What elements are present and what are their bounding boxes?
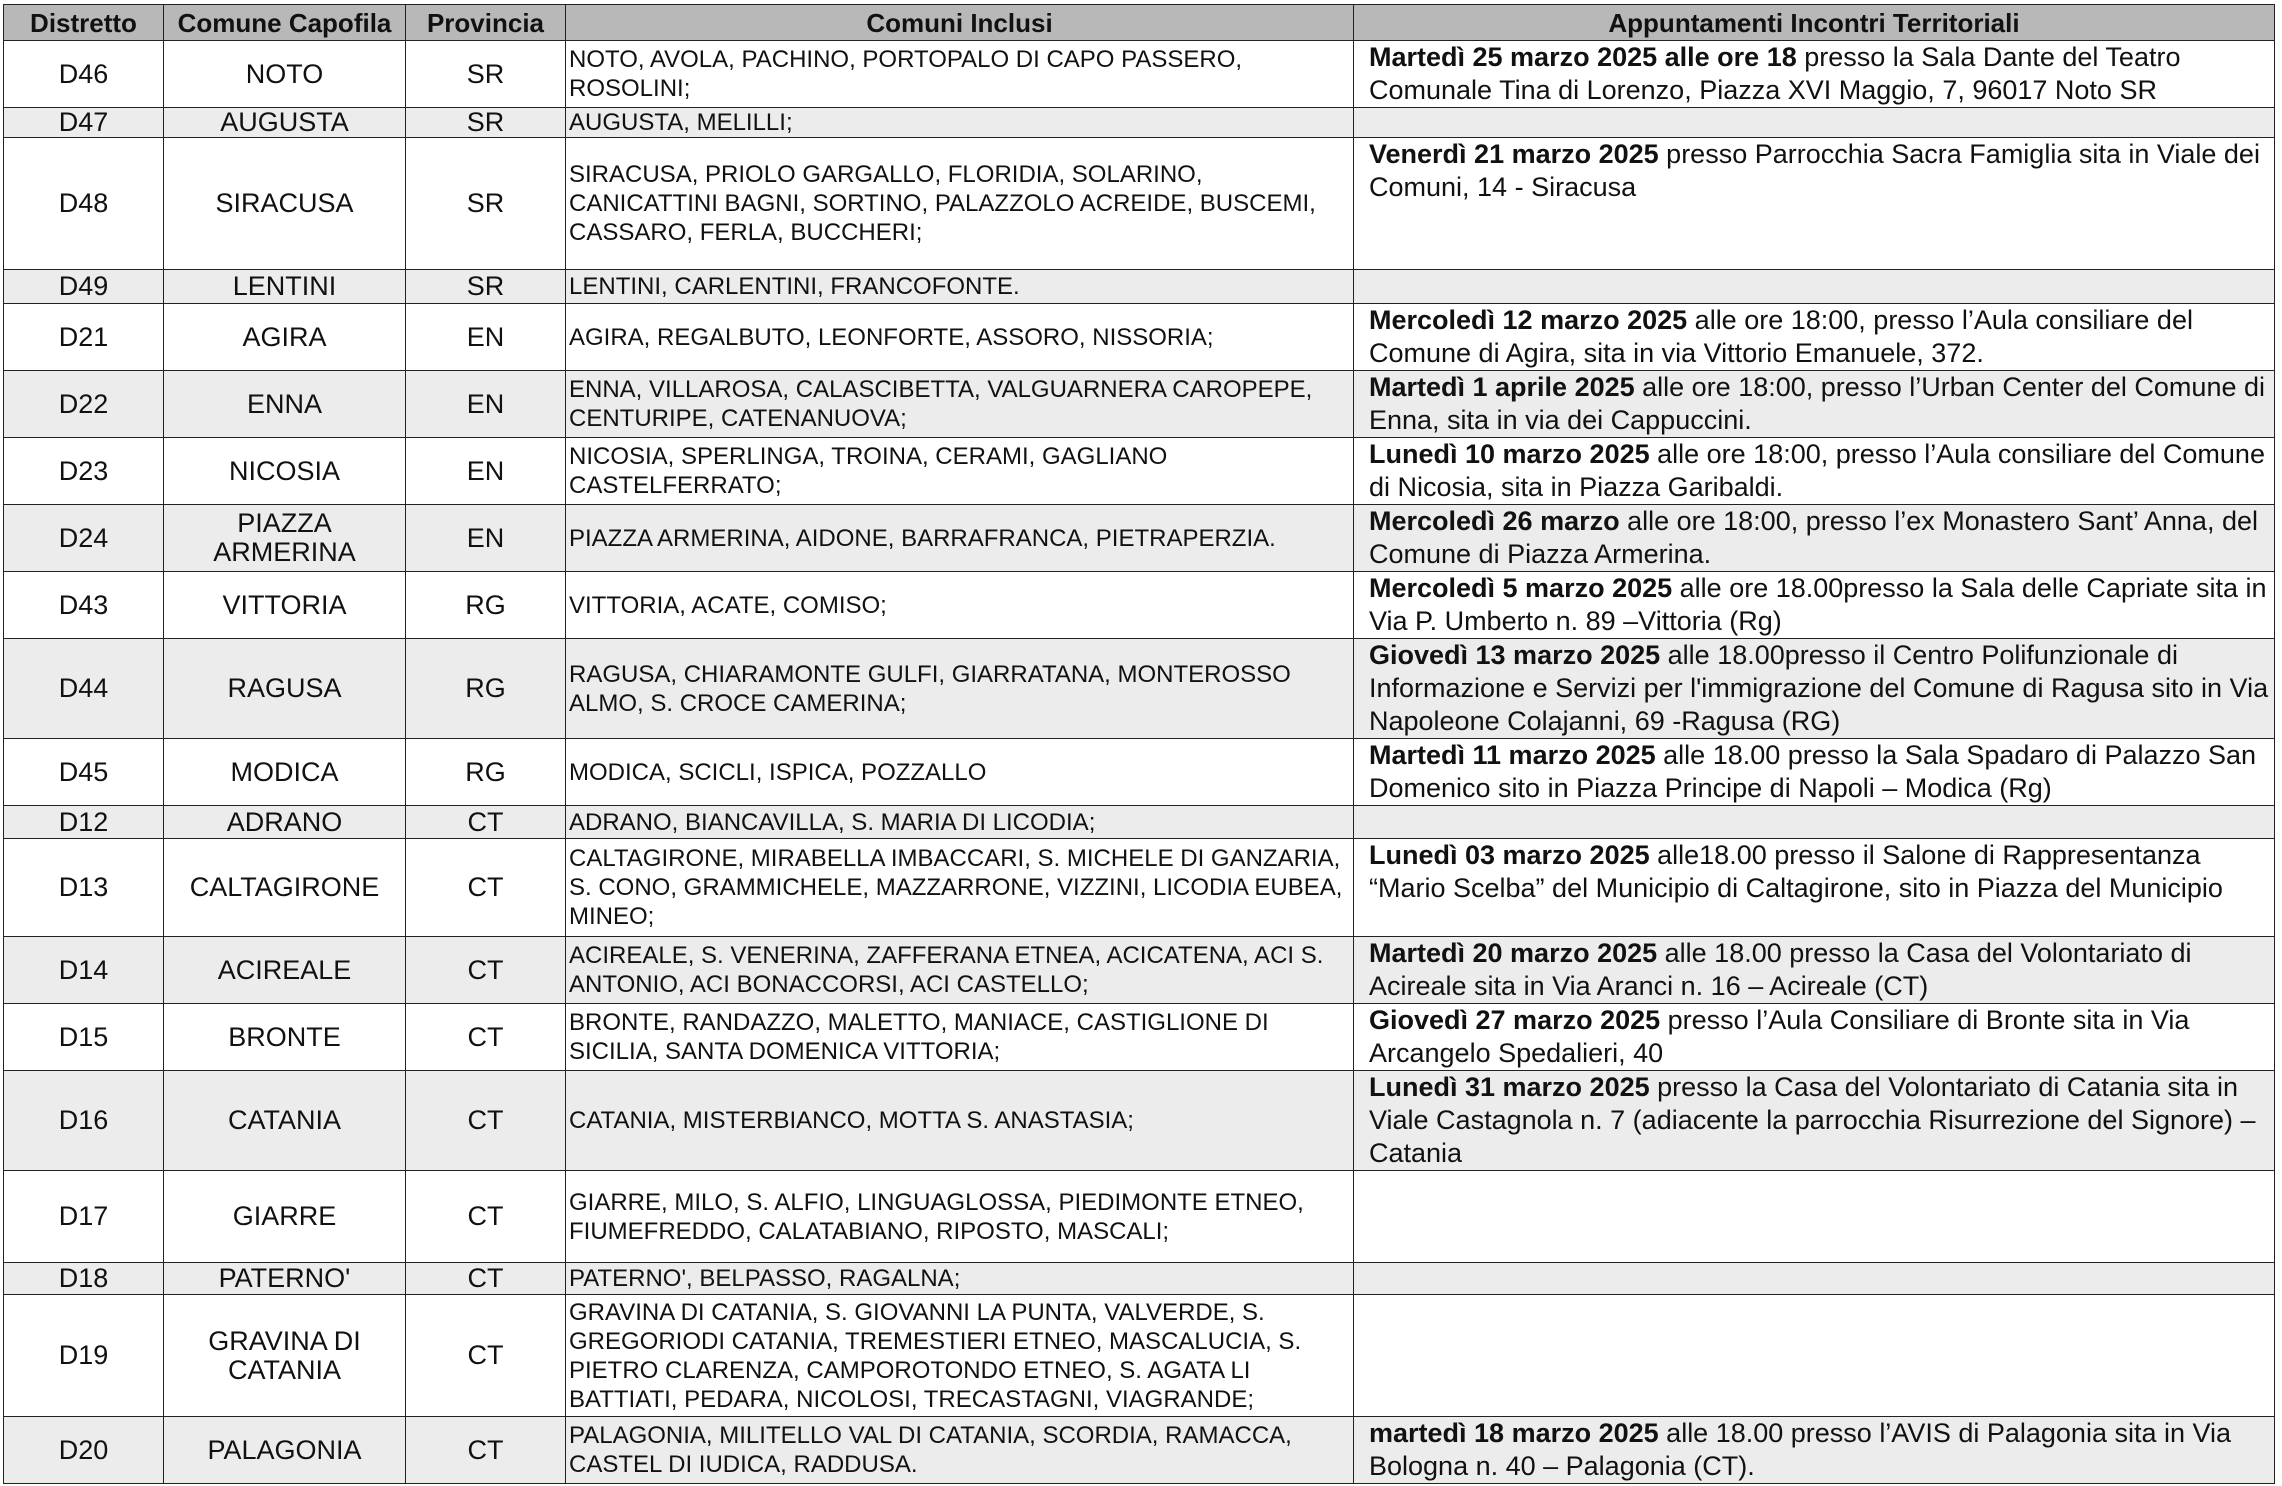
cell-comuni-inclusi: LENTINI, CARLENTINI, FRANCOFONTE. xyxy=(566,270,1354,304)
appointment-date: Lunedì 03 marzo 2025 xyxy=(1369,840,1650,870)
cell-comuni-inclusi: PALAGONIA, MILITELLO VAL DI CATANIA, SCORDIA, RAMACCA, CASTEL DI IUDICA, RADDUSA. xyxy=(566,1417,1354,1484)
cell-comune-capofila: RAGUSA xyxy=(164,639,406,739)
cell-comune-capofila: ACIREALE xyxy=(164,937,406,1004)
cell-comuni-inclusi: CATANIA, MISTERBIANCO, MOTTA S. ANASTASIA; xyxy=(566,1071,1354,1171)
cell-distretto: D14 xyxy=(4,937,164,1004)
cell-distretto: D16 xyxy=(4,1071,164,1171)
appointment-details: presso Parrocchia Sacra Famiglia sita in Viale dei Comuni, 14 - Siracusa xyxy=(1369,139,2260,202)
appointment-date: Mercoledì 5 marzo 2025 xyxy=(1369,573,1673,603)
cell-appuntamento xyxy=(1354,1071,2275,1171)
cell-appuntamento xyxy=(1354,138,2275,270)
cell-provincia: SR xyxy=(406,108,566,138)
cell-provincia: CT xyxy=(406,1263,566,1295)
appointment-date: Lunedì 31 marzo 2025 xyxy=(1369,1072,1650,1102)
cell-distretto: D15 xyxy=(4,1004,164,1071)
table-row xyxy=(4,572,2275,639)
cell-comuni-inclusi: NICOSIA, SPERLINGA, TROINA, CERAMI, GAGLIANO CASTELFERRATO; xyxy=(566,438,1354,505)
cell-provincia: RG xyxy=(406,572,566,639)
appointment-date: Martedì 11 marzo 2025 xyxy=(1369,740,1656,770)
cell-provincia: CT xyxy=(406,806,566,839)
cell-provincia: EN xyxy=(406,505,566,572)
cell-comune-capofila: ENNA xyxy=(164,371,406,438)
header-appuntamenti: Appuntamenti Incontri Territoriali xyxy=(1354,5,2275,41)
table-row xyxy=(4,739,2275,806)
cell-appuntamento xyxy=(1354,371,2275,438)
table-row xyxy=(4,371,2275,438)
cell-comune-capofila: CALTAGIRONE xyxy=(164,839,406,937)
cell-comune-capofila: ADRANO xyxy=(164,806,406,839)
cell-appuntamento xyxy=(1354,108,2275,138)
header-comune-capofila: Comune Capofila xyxy=(164,5,406,41)
appointment-details: alle 18.00presso il Centro Polifunzionale di Informazione e Servizi per l'immigrazione del Comune di Ragusa sito in Via Napoleone Colajanni, 69 -Ragusa (RG) xyxy=(1369,640,2269,736)
cell-distretto: D13 xyxy=(4,839,164,937)
table-row xyxy=(4,1004,2275,1071)
table-row xyxy=(4,1263,2275,1295)
cell-distretto: D43 xyxy=(4,572,164,639)
cell-appuntamento xyxy=(1354,937,2275,1004)
header-comuni-inclusi: Comuni Inclusi xyxy=(566,5,1354,41)
cell-distretto: D21 xyxy=(4,304,164,371)
cell-comuni-inclusi: BRONTE, RANDAZZO, MALETTO, MANIACE, CASTIGLIONE DI SICILIA, SANTA DOMENICA VITTORIA; xyxy=(566,1004,1354,1071)
cell-comune-capofila: MODICA xyxy=(164,739,406,806)
appointment-date: Martedì 25 marzo 2025 alle ore 18 xyxy=(1369,42,1797,72)
cell-appuntamento xyxy=(1354,270,2275,304)
cell-comune-capofila: AUGUSTA xyxy=(164,108,406,138)
cell-appuntamento xyxy=(1354,505,2275,572)
cell-appuntamento xyxy=(1354,739,2275,806)
cell-provincia: SR xyxy=(406,41,566,108)
cell-appuntamento xyxy=(1354,806,2275,839)
table-row xyxy=(4,1417,2275,1484)
cell-appuntamento xyxy=(1354,1417,2275,1484)
cell-distretto: D47 xyxy=(4,108,164,138)
cell-comune-capofila: NOTO xyxy=(164,41,406,108)
cell-comune-capofila: PATERNO' xyxy=(164,1263,406,1295)
appointment-details: alle ore 18.00presso la Sala delle Capriate sita in Via P. Umberto n. 89 –Vittoria (Rg) xyxy=(1369,573,2267,636)
appointment-date: Lunedì 10 marzo 2025 xyxy=(1369,439,1650,469)
cell-comune-capofila: LENTINI xyxy=(164,270,406,304)
cell-provincia: RG xyxy=(406,739,566,806)
cell-comuni-inclusi: NOTO, AVOLA, PACHINO, PORTOPALO DI CAPO PASSERO, ROSOLINI; xyxy=(566,41,1354,108)
cell-distretto: D19 xyxy=(4,1295,164,1417)
cell-distretto: D12 xyxy=(4,806,164,839)
table-row xyxy=(4,108,2275,138)
table-row xyxy=(4,41,2275,108)
cell-appuntamento xyxy=(1354,839,2275,937)
header-provincia: Provincia xyxy=(406,5,566,41)
table-row xyxy=(4,304,2275,371)
cell-distretto: D49 xyxy=(4,270,164,304)
appointment-details: alle18.00 presso il Salone di Rappresentanza “Mario Scelba” del Municipio di Caltagirone, sito in Piazza del Municipio xyxy=(1369,840,2223,903)
table-row xyxy=(4,1071,2275,1171)
cell-comune-capofila: PALAGONIA xyxy=(164,1417,406,1484)
cell-appuntamento xyxy=(1354,1171,2275,1263)
cell-distretto: D22 xyxy=(4,371,164,438)
appointment-details: alle ore 18:00, presso l’Urban Center del Comune di Enna, sita in via dei Cappuccini. xyxy=(1369,372,2265,435)
table-header-row xyxy=(4,5,2275,41)
cell-distretto: D46 xyxy=(4,41,164,108)
cell-comuni-inclusi: AUGUSTA, MELILLI; xyxy=(566,108,1354,138)
table-row xyxy=(4,937,2275,1004)
cell-provincia: EN xyxy=(406,438,566,505)
cell-appuntamento xyxy=(1354,41,2275,108)
table-row xyxy=(4,1295,2275,1417)
cell-comune-capofila: PIAZZA ARMERINA xyxy=(164,505,406,572)
cell-comuni-inclusi: SIRACUSA, PRIOLO GARGALLO, FLORIDIA, SOLARINO, CANICATTINI BAGNI, SORTINO, PALAZZOLO ACREIDE, BUSCEMI, CASSARO, FERLA, BUCCHERI; xyxy=(566,138,1354,270)
cell-distretto: D20 xyxy=(4,1417,164,1484)
appointment-details: alle 18.00 presso la Sala Spadaro di Palazzo San Domenico sito in Piazza Principe di Napoli – Modica (Rg) xyxy=(1369,740,2257,803)
cell-provincia: EN xyxy=(406,304,566,371)
cell-comune-capofila: NICOSIA xyxy=(164,438,406,505)
appointment-date: Giovedì 27 marzo 2025 xyxy=(1369,1005,1661,1035)
cell-provincia: SR xyxy=(406,270,566,304)
cell-comuni-inclusi: ACIREALE, S. VENERINA, ZAFFERANA ETNEA, ACICATENA, ACI S. ANTONIO, ACI BONACCORSI, ACI CASTELLO; xyxy=(566,937,1354,1004)
cell-distretto: D24 xyxy=(4,505,164,572)
cell-comuni-inclusi: MODICA, SCICLI, ISPICA, POZZALLO xyxy=(566,739,1354,806)
appointment-details: alle ore 18:00, presso l’Aula consiliare del Comune di Nicosia, sita in Piazza Garibaldi. xyxy=(1369,439,2265,502)
table-row xyxy=(4,505,2275,572)
table-row xyxy=(4,806,2275,839)
cell-comuni-inclusi: VITTORIA, ACATE, COMISO; xyxy=(566,572,1354,639)
appointment-date: Mercoledì 12 marzo 2025 xyxy=(1369,305,1688,335)
cell-provincia: CT xyxy=(406,1071,566,1171)
cell-distretto: D17 xyxy=(4,1171,164,1263)
appointment-date: Giovedì 13 marzo 2025 xyxy=(1369,640,1661,670)
cell-distretto: D44 xyxy=(4,639,164,739)
cell-provincia: EN xyxy=(406,371,566,438)
cell-comuni-inclusi: AGIRA, REGALBUTO, LEONFORTE, ASSORO, NISSORIA; xyxy=(566,304,1354,371)
cell-provincia: RG xyxy=(406,639,566,739)
cell-comuni-inclusi: CALTAGIRONE, MIRABELLA IMBACCARI, S. MICHELE DI GANZARIA, S. CONO, GRAMMICHELE, MAZZARRONE, VIZZINI, LICODIA EUBEA, MINEO; xyxy=(566,839,1354,937)
cell-appuntamento xyxy=(1354,639,2275,739)
district-table xyxy=(3,4,2275,1484)
cell-appuntamento xyxy=(1354,1263,2275,1295)
cell-provincia: CT xyxy=(406,1171,566,1263)
cell-comune-capofila: SIRACUSA xyxy=(164,138,406,270)
cell-comuni-inclusi: PATERNO', BELPASSO, RAGALNA; xyxy=(566,1263,1354,1295)
cell-comune-capofila: CATANIA xyxy=(164,1071,406,1171)
appointment-details: alle ore 18:00, presso l’ex Monastero Sant’ Anna, del Comune di Piazza Armerina. xyxy=(1369,506,2258,569)
appointment-details: alle 18.00 presso la Casa del Volontariato di Acireale sita in Via Aranci n. 16 – Acireale (CT) xyxy=(1369,938,2192,1001)
appointment-details: presso la Casa del Volontariato di Catania sita in Viale Castagnola n. 7 (adiacente la parrocchia Risurrezione del Signore) – Catania xyxy=(1369,1072,2256,1168)
cell-provincia: CT xyxy=(406,839,566,937)
cell-provincia: CT xyxy=(406,1004,566,1071)
cell-comuni-inclusi: PIAZZA ARMERINA, AIDONE, BARRAFRANCA, PIETRAPERZIA. xyxy=(566,505,1354,572)
cell-provincia: CT xyxy=(406,1295,566,1417)
cell-appuntamento xyxy=(1354,1295,2275,1417)
header-distretto: Distretto xyxy=(4,5,164,41)
cell-provincia: CT xyxy=(406,1417,566,1484)
table-row xyxy=(4,270,2275,304)
appointment-details: alle ore 18:00, presso l’Aula consiliare del Comune di Agira, sita in via Vittorio Emanuele, 372. xyxy=(1369,305,2193,368)
table-row xyxy=(4,1171,2275,1263)
cell-appuntamento xyxy=(1354,572,2275,639)
appointment-date: martedì 18 marzo 2025 xyxy=(1369,1418,1659,1448)
cell-comuni-inclusi: RAGUSA, CHIARAMONTE GULFI, GIARRATANA, MONTEROSSO ALMO, S. CROCE CAMERINA; xyxy=(566,639,1354,739)
cell-comune-capofila: GRAVINA DI CATANIA xyxy=(164,1295,406,1417)
table-row xyxy=(4,839,2275,937)
cell-comuni-inclusi: ENNA, VILLAROSA, CALASCIBETTA, VALGUARNERA CAROPEPE, CENTURIPE, CATENANUOVA; xyxy=(566,371,1354,438)
cell-comuni-inclusi: GIARRE, MILO, S. ALFIO, LINGUAGLOSSA, PIEDIMONTE ETNEO, FIUMEFREDDO, CALATABIANO, RIPOSTO, MASCALI; xyxy=(566,1171,1354,1263)
table-body xyxy=(4,41,2275,1484)
cell-appuntamento xyxy=(1354,304,2275,371)
cell-distretto: D23 xyxy=(4,438,164,505)
table-row xyxy=(4,639,2275,739)
cell-distretto: D18 xyxy=(4,1263,164,1295)
appointment-details: alle 18.00 presso l’AVIS di Palagonia sita in Via Bologna n. 40 – Palagonia (CT). xyxy=(1369,1418,2232,1481)
table-row xyxy=(4,438,2275,505)
cell-appuntamento xyxy=(1354,1004,2275,1071)
cell-appuntamento xyxy=(1354,438,2275,505)
cell-comune-capofila: GIARRE xyxy=(164,1171,406,1263)
cell-distretto: D48 xyxy=(4,138,164,270)
appointment-date: Venerdì 21 marzo 2025 xyxy=(1369,139,1659,169)
appointment-date: Martedì 20 marzo 2025 xyxy=(1369,938,1658,968)
cell-distretto: D45 xyxy=(4,739,164,806)
appointment-details: presso la Sala Dante del Teatro Comunale Tina di Lorenzo, Piazza XVI Maggio, 7, 96017 Noto SR xyxy=(1369,42,2181,105)
table-row xyxy=(4,138,2275,270)
cell-comune-capofila: VITTORIA xyxy=(164,572,406,639)
cell-provincia: CT xyxy=(406,937,566,1004)
cell-provincia: SR xyxy=(406,138,566,270)
cell-comuni-inclusi: ADRANO, BIANCAVILLA, S. MARIA DI LICODIA; xyxy=(566,806,1354,839)
cell-comuni-inclusi: GRAVINA DI CATANIA, S. GIOVANNI LA PUNTA, VALVERDE, S. GREGORIODI CATANIA, TREMESTIERI ETNEO, MASCALUCIA, S. PIETRO CLARENZA, CAMPOROTONDO ETNEO, S. AGATA LI BATTIATI, PEDARA, NICOLOSI, TRECASTAGNI, VIAGRANDE; xyxy=(566,1295,1354,1417)
appointment-details: presso l’Aula Consiliare di Bronte sita in Via Arcangelo Spedalieri, 40 xyxy=(1369,1005,2190,1068)
cell-comune-capofila: BRONTE xyxy=(164,1004,406,1071)
district-table-sheet xyxy=(3,4,2274,1484)
appointment-date: Martedì 1 aprile 2025 xyxy=(1369,372,1635,402)
appointment-date: Mercoledì 26 marzo xyxy=(1369,506,1620,536)
cell-comune-capofila: AGIRA xyxy=(164,304,406,371)
